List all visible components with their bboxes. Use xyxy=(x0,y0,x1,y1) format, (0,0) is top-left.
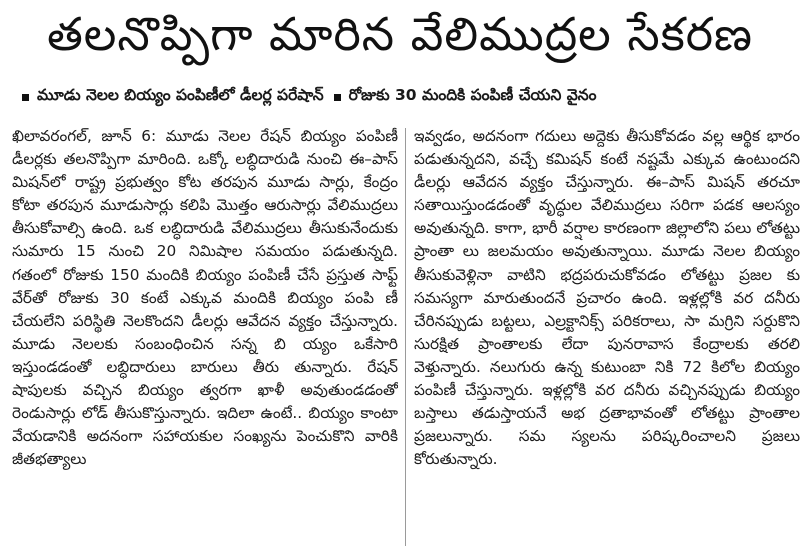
bullet-square-icon xyxy=(334,94,341,101)
bullet-square-icon xyxy=(22,94,29,101)
column-divider xyxy=(405,128,406,546)
article-body-right: ఇవ్వడం, అదనంగా గదులు అద్దెకు తీసుకోవడం వల్ల ఆర్థిక భారం పడుతున్నదని, వచ్చే కమిషన్‌ కంటే నష్టమే ఎక్కువ ఉంటుందని డీలర్లు ఆవేదన వ్యక్తం చేస్తున్నారు. ఈ–పాస్‌ మిషన్‌ తరచూ సతాయిస్తుండడంతో వృద్ధుల వేలిముద్రలు సరిగా పడక ఆలస్యం అవుతున్నది. కాగా, భారీ వర్షాల కారణంగా జిల్లాలోని పలు లోతట్టు ప్రాంతా లు జలమయం అవుతున్నాయి. మూడు నెలల బియ్యం తీసుకువెళ్లినా వాటిని భద్రపరుచుకోవడం లోతట్టు ప్రజల కు సమస్యగా మారుతుందనే ప్రచారం ఉంది. ఇళ్లల్లోకి వర దనీరు చేరినప్పుడు బట్టలు, ఎల్రక్టానిక్స్‌ పరికరాలు, సా మగ్రిని సర్దుకొని సురక్షిత ప్రాంతాలకు లేదా పునరావాస కేంద్రాలకు తరలి వెళ్తున్నారు. నలుగురు ఉన్న కుటుంబా నికి 72 కిలోల బియ్యం పంపిణీ చేస్తున్నారు. ఇళ్లల్లోకి వర దనీరు వచ్చినప్పుడు బియ్యం బస్తాలు తడుస్తాయనే అభ ద్రతాభావంతో లోతట్టు ప్రాంతాల ప్రజలున్నారు. సమ స్యలను పరిష్కరించాలని ప్రజలు కోరుతున్నారు. xyxy=(414,127,800,469)
subhead-2 xyxy=(334,86,597,108)
subhead-2-text: రోజుకు 30 మందికి పంపిణీ చేయని వైనం xyxy=(348,86,597,104)
article-body-left: ఖిలావరంగల్‌, జూన్‌ 6: మూడు నెలల రేషన్‌ బియ్యం పంపిణీ డీలర్లకు తలనొప్పిగా మారింది. ఒక్కో లబ్ధిదారుడి నుంచి ఈ–పాస్‌ మిషన్‌లో రాష్ట్ర ప్రభుత్వం కోట తరపున మూడు సార్లు, కేంద్రం కోటా తరపున మూడుసార్లు కలిపి మొత్తం ఆరుసార్లు వేలిముద్రలు తీసుకోవాల్సి ఉంది. ఒక లబ్ధిదారుడి వేలిముద్రలు తీసుకునేందుకు సుమారు 15 నుంచి 20 నిమిషాల సమయం పడుతున్నది. గతంలో రోజుకు 150 మందికి బియ్యం పంపిణీ చేసే ప్రస్తుత సాఫ్ట్‌ వేర్‌తో రోజుకు 30 కంటే ఎక్కువ మందికి బియ్యం పంపి ణీ చేయలేని పరిస్థితి నెలకొందని డీలర్లు ఆవేదన వ్యక్తం చేస్తున్నారు. మూడు నెలలకు సంబంధించిన సన్న బి య్యం ఒకేసారి ఇస్తుండడంతో లబ్ధిదారులు బారులు తీరు తున్నారు. రేషన్‌ షాపులకు వచ్చిన బియ్యం త్వరగా ఖాళీ అవుతుండడంతో రెండుసార్లు లోడ్‌ తీసుకొస్తున్నారు. ఇదిలా ఉంటే.. బియ్యం కాంటా వేయడానికి అదనంగా సహాయకుల సంఖ్యను పెంచుకొని వారికి జీతభత్యాలు xyxy=(12,127,398,469)
subhead-1 xyxy=(22,86,324,108)
subheads xyxy=(22,82,792,112)
article-column-right xyxy=(414,125,800,549)
article-column-left xyxy=(12,125,398,549)
headline: తలనొప్పిగా మారిన వేలిముద్రల సేకరణ xyxy=(47,7,753,61)
subhead-1-text: మూడు నెలల బియ్యం పంపిణీలో డీలర్ల పరేషాన్ xyxy=(37,86,324,104)
